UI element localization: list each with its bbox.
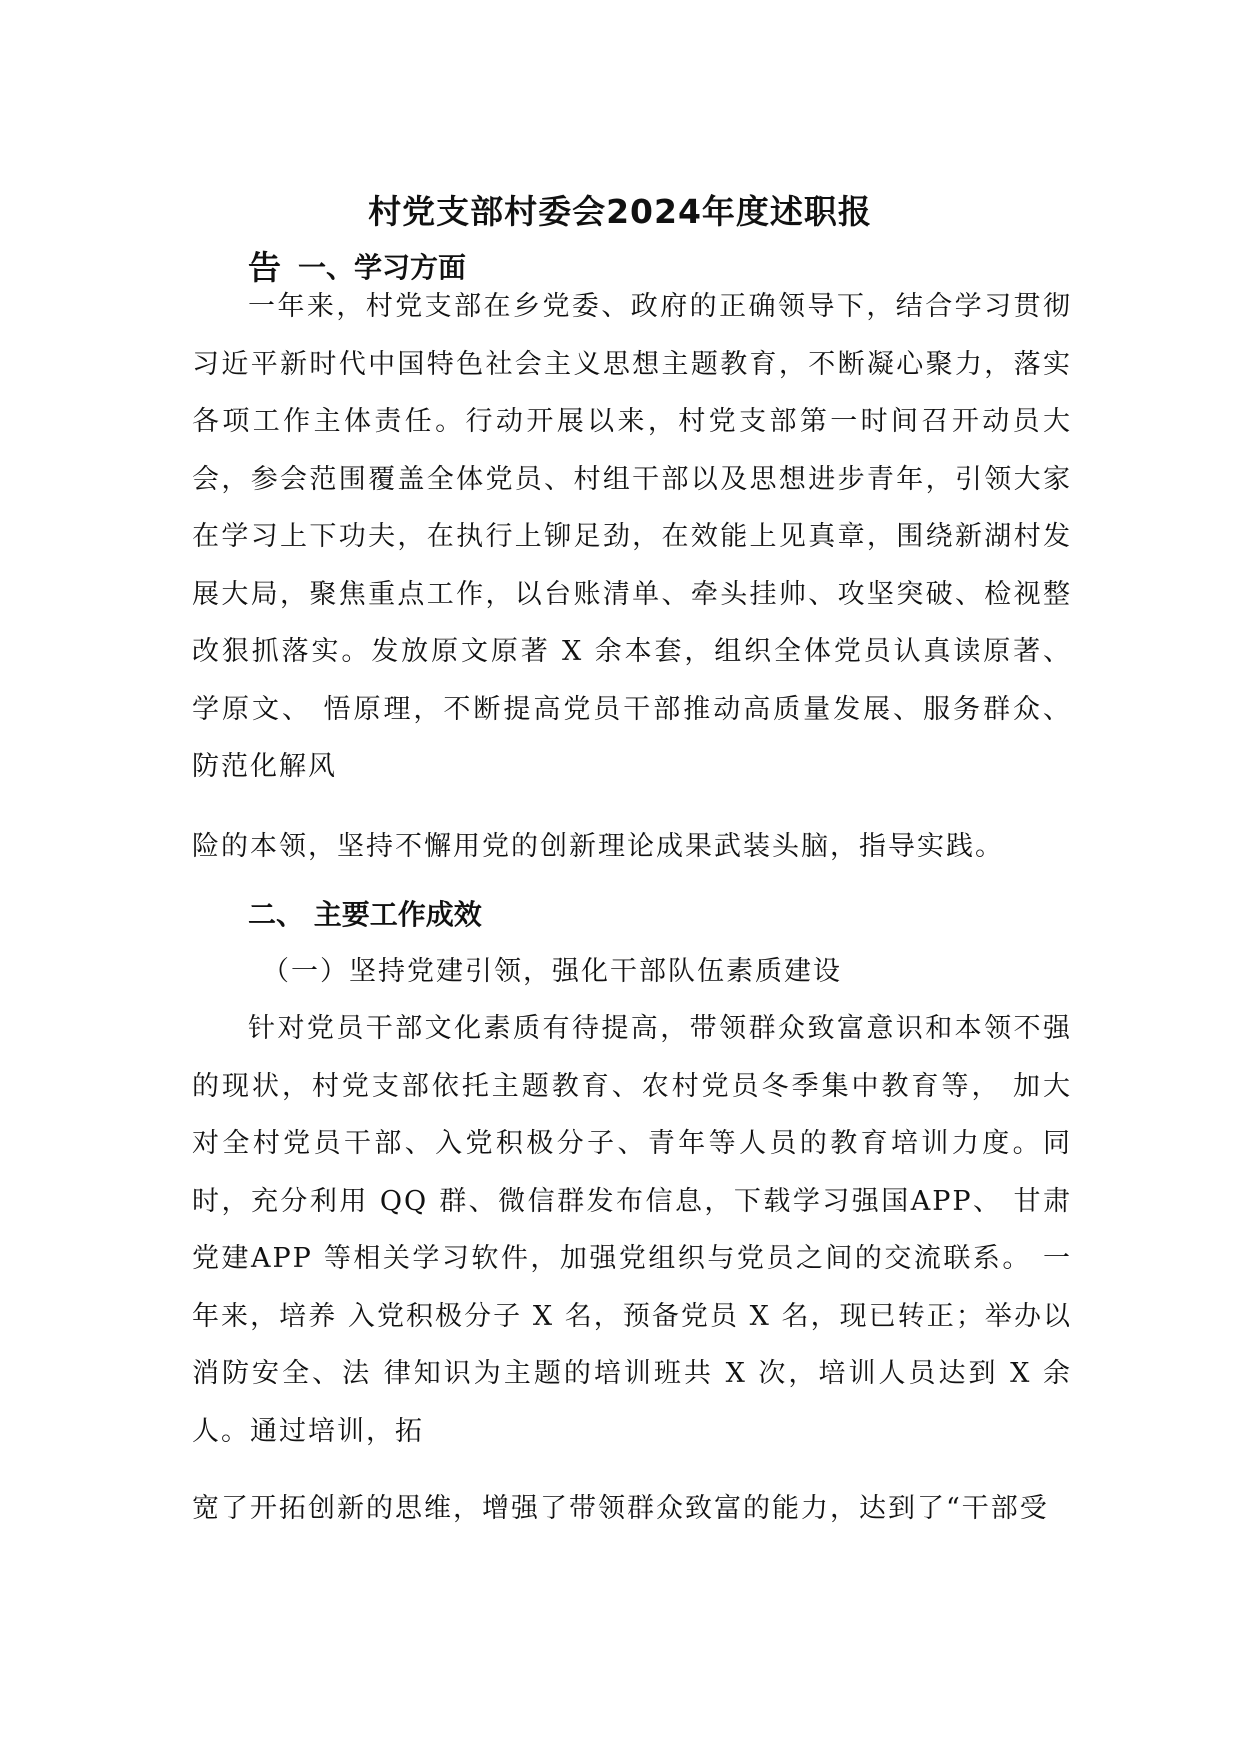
document-title-continuation: 告 [248, 248, 281, 287]
section-heading-study: 一、学习方面 [298, 251, 467, 284]
subsection-heading-party-building: （一）坚持党建引领，强化干部队伍素质建设 [262, 956, 842, 987]
paragraph-party-building: 针对党员干部文化素质有待提高，带领群众致富意识和本领不强的现状，村党支部依托主题教育、农村党员冬季集中教育等， 加大对全村党员干部、入党积极分子、青年等人员的教育培训力度。同时，充分利用 QQ 群、微信群发布信息，下载学习强国APP、 甘肃党建APP 等相关学习软件，加强党组织与党员之间的交流联系。 一年来，培养 入党积极分子 X 名，预备党员 X 名，现已转正；举办以消防安全、法 律知识为主题的培训班共 X 次，培训人员达到 X 余人。通过培训，拓 [192, 1013, 1072, 1447]
paragraph-study: 一年来，村党支部在乡党委、政府的正确领导下，结合学习贯彻习近平新时代中国特色社会主义思想主题教育，不断凝心聚力，落实各项工作主体责任。行动开展以来，村党支部第一时间召开动员大会，参会范围覆盖全体党员、村组干部以及思想进步青年，引领大家在学习上下功夫，在执行上铆足劲，在效能上见真章，围绕新湖村发展大局，聚焦重点工作，以台账清单、牵头挂帅、攻坚突破、检视整改狠抓落实。发放原文原著 X 余本套，组织全体党员认真读原著、学原文、 悟原理，不断提高党员干部推动高质量发展、服务群众、防范化解风 [192, 291, 1072, 782]
paragraph-study-tail: 险的本领，坚持不懈用党的创新理论成果武装头脑，指导实践。 [192, 831, 1004, 862]
document-title: 村党支部村委会2024年度述职报 [368, 192, 872, 231]
section-heading-achievements: 二、 主要工作成效 [248, 898, 482, 931]
paragraph-party-building-tail: 宽了开拓创新的思维，增强了带领群众致富的能力，达到了“干部受 [192, 1493, 1049, 1524]
